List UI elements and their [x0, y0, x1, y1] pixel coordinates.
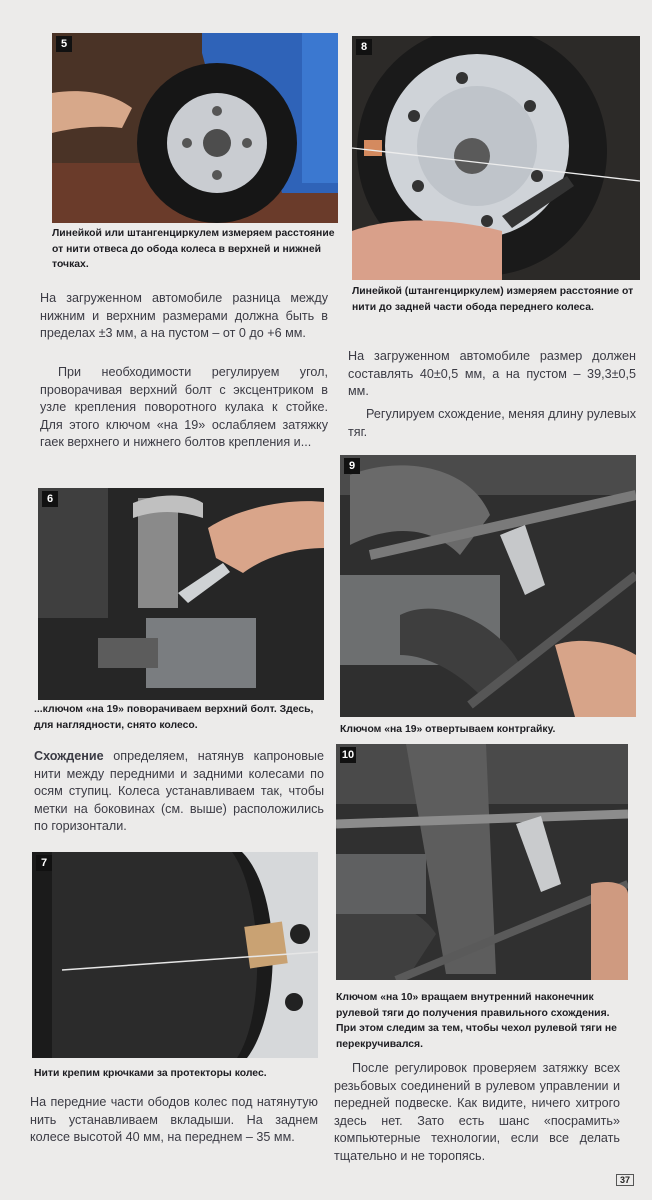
photo-9-image	[340, 455, 636, 717]
photo-6-image	[38, 488, 324, 700]
photo-5-image	[52, 33, 338, 223]
photo-number: 8	[356, 39, 372, 55]
photo-number: 5	[56, 36, 72, 52]
photo-9	[340, 455, 636, 717]
caption-7: Нити крепим крючками за протекторы колес.	[34, 1068, 267, 1079]
photo-7	[32, 852, 318, 1058]
paragraph-adjust-toe: Регулируем схождение, меняя длину рулевых тяг.	[348, 407, 636, 439]
paragraph-toe	[34, 748, 324, 836]
photo-6	[38, 488, 324, 700]
photo-number: 10	[341, 749, 355, 761]
paragraph-inserts: На передние части ободов колес под натянутую нить устанавливаем вкладыши. На заднем колесе высотой 40 мм, на переднем – 35 мм.	[30, 1095, 318, 1144]
paragraph-tolerance: На загруженном автомобиле разница между нижним и верхним размерами должна быть в пределах ±3 мм, а на пустом – от 0 до +6 мм.	[40, 291, 328, 340]
photo-number: 7	[36, 855, 52, 871]
paragraph-conclusion: После регулировок проверяем затяжку всех резьбовых соединений в рулевом управлении и передней подвеске. Как видите, ничего хитрого здесь нет. Зато есть шанс «посрамить» компьютерные технологии, если все делать тщательно и не торопясь.	[334, 1061, 620, 1163]
caption-6: ...ключом «на 19» поворачиваем верхний болт. Здесь, для наглядности, снято колесо.	[34, 704, 314, 731]
photo-number: 6	[42, 491, 58, 507]
caption-8: Линейкой (штангенциркулем) измеряем расстояние от нити до задней части обода переднего колеса.	[352, 286, 634, 313]
photo-10	[336, 744, 628, 980]
photo-8	[352, 36, 640, 280]
caption-5: Линейкой или штангенциркулем измеряем расстояние от нити отвеса до обода колеса в верхней и нижней точках.	[52, 228, 335, 270]
caption-10: Ключом «на 10» вращаем внутренний наконечник рулевой тяги до получения правильного схождения. При этом следим за тем, чтобы чехол рулевой тяги не перекручивался.	[336, 992, 617, 1050]
paragraph-toe-body: определяем, натянув капроновые нити между передними и задними колесами по осям ступиц. Колеса устанавливаем так, чтобы метки на боковинах (см. выше) расположились по горизонтали.	[34, 749, 324, 833]
paragraph-size: На загруженном автомобиле размер должен составлять 40±0,5 мм, а на пустом – 39,3±0,5 мм.	[348, 349, 636, 398]
photo-5	[52, 33, 338, 223]
page-number: 37	[616, 1174, 634, 1186]
photo-number: 9	[344, 458, 360, 474]
photo-10-image	[336, 744, 628, 980]
caption-9: Ключом «на 19» отвертываем контргайку.	[340, 724, 556, 735]
term-toe: Схождение	[34, 749, 104, 763]
photo-8-image	[352, 36, 640, 280]
photo-7-image	[32, 852, 318, 1058]
paragraph-camber-adjust: При необходимости регулируем угол, проворачивая верхний болт с эксцентриком в узле крепления поворотного кулака к стойке. Для этого ключом «на 19» ослабляем затяжку гаек верхнего и нижнего болтов крепления и...	[40, 365, 328, 449]
